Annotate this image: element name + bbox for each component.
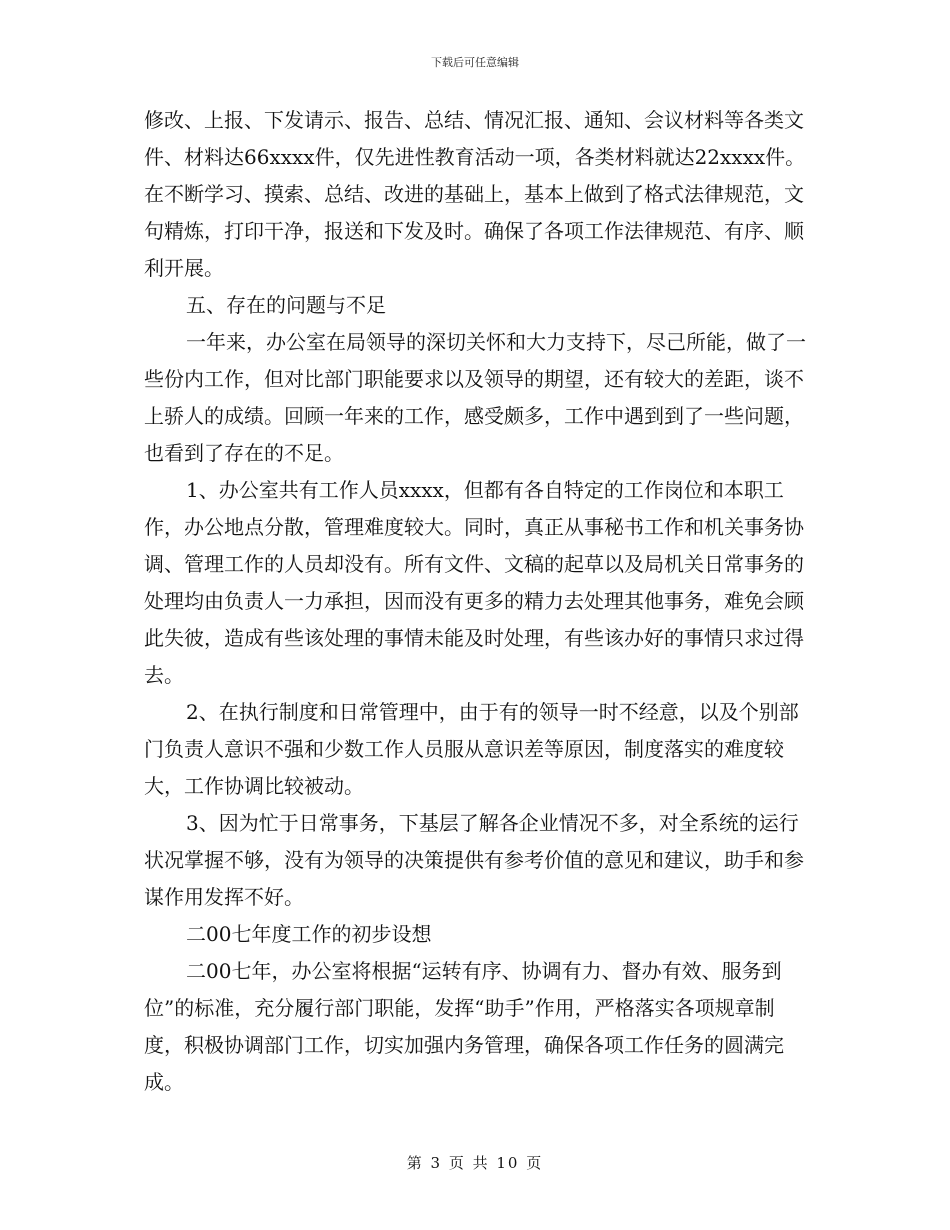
page-header: 下载后可任意编辑 bbox=[431, 56, 519, 69]
section-heading-problems: 五、存在的问题与不足 bbox=[186, 293, 386, 317]
paragraph-continuation: 修改、上报、下发请示、报告、总结、情况汇报、通知、会议材料等各类文件、材料达66xxxx件，仅先进性教育活动一项，各类材料就达22xxxx件。在不断学习、摸索、总结、改进的基础上，基本上做到了格式法律规范，文句精炼，打印干净，报送和下发及时。确保了各项工作法律规范、有序、顺利开展。 bbox=[144, 108, 806, 280]
paragraph-overview: 一年来，办公室在局领导的深切关怀和大力支持下，尽己所能，做了一些份内工作，但对比部门职能要求以及领导的期望，还有较大的差距，谈不上骄人的成绩。回顾一年来的工作，感受颇多，工作中遇到到了一些问题，也看到了存在的不足。 bbox=[144, 330, 806, 465]
section-heading-plan: 二00七年度工作的初步设想 bbox=[186, 922, 432, 946]
paragraph-issue-3: 3、因为忙于日常事务，下基层了解各企业情况不多，对全系统的运行状况掌握不够，没有为领导的决策提供有参考价值的意见和建议，助手和参谋作用发挥不好。 bbox=[144, 811, 804, 909]
paragraph-issue-1: 1、办公室共有工作人员xxxx，但都有各自特定的工作岗位和本职工作，办公地点分散，管理难度较大。同时，真正从事秘书工作和机关事务协调、管理工作的人员却没有。所有文件、文稿的起草以及局机关日常事务的处理均由负责人一力承担，因而没有更多的精力去处理其他事务，难免会顾此失彼，造成有些该处理的事情未能及时处理，有些该办好的事情只求过得去。 bbox=[144, 478, 804, 687]
page-number-footer: 第 3 页 共 10 页 bbox=[406, 1154, 544, 1172]
document-body bbox=[144, 102, 808, 1101]
paragraph-plan: 二00七年，办公室将根据“运转有序、协调有力、督办有效、服务到位”的标准，充分履行部门职能，发挥“助手”作用，严格落实各项规章制度，积极协调部门工作，切实加强内务管理，确保各项工作任务的圆满完成。 bbox=[144, 959, 784, 1094]
paragraph-issue-2: 2、在执行制度和日常管理中，由于有的领导一时不经意，以及个别部门负责人意识不强和少数工作人员服从意识差等原因，制度落实的难度较大，工作协调比较被动。 bbox=[144, 700, 799, 798]
